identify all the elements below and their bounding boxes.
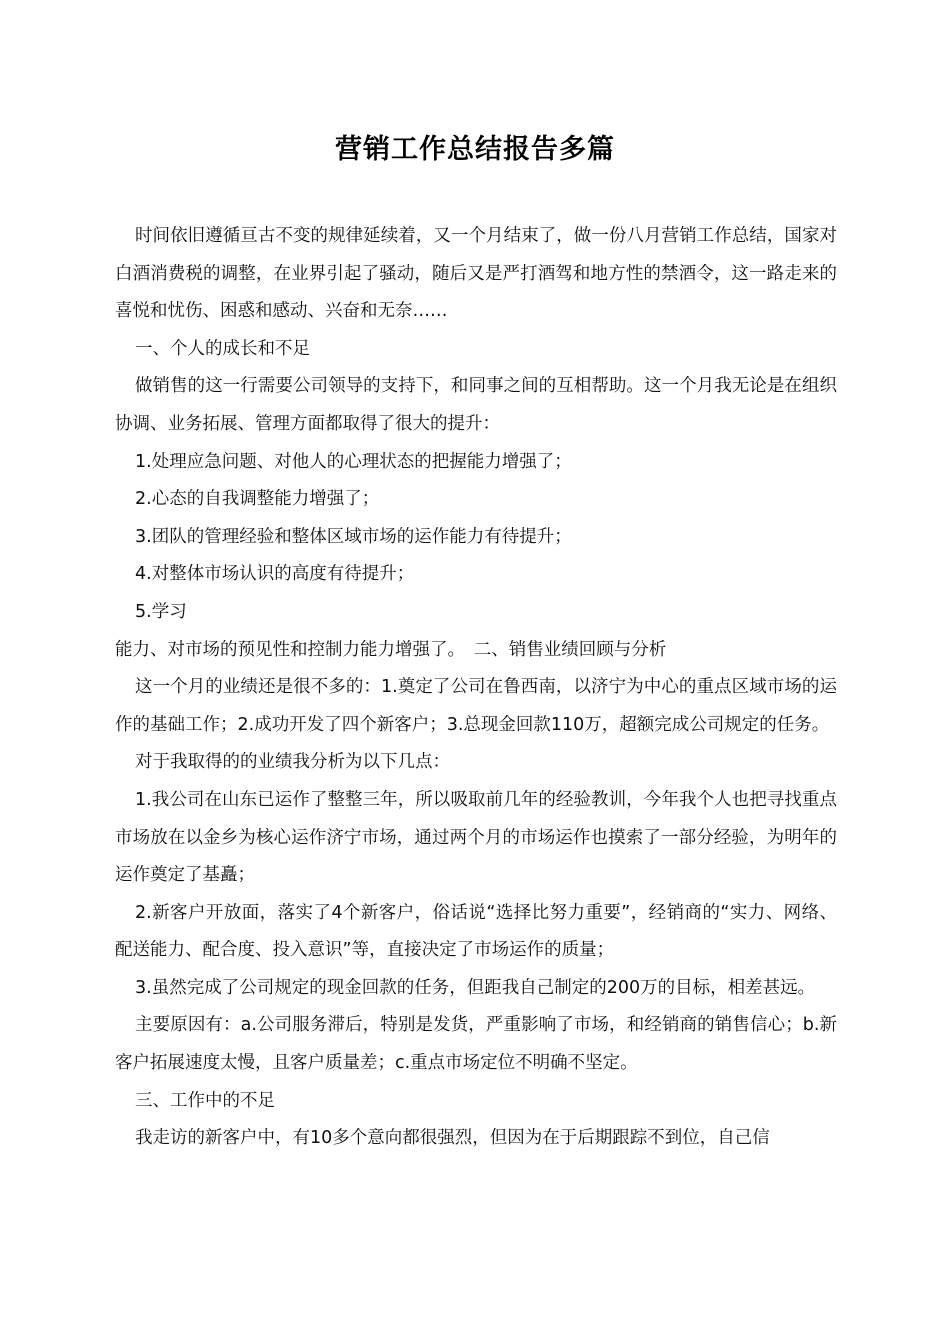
- paragraph-growth: 做销售的这一行需要公司领导的支持下，和同事之间的互相帮助。这一个月我无论是在组织协调、业务拓展、管理方面都取得了很大的提升：: [115, 376, 837, 434]
- list-item: 2.新客户开放面，落实了4个新客户，俗话说“选择比努力重要”，经销商的“实力、网络、配送能力、配合度、投入意识”等，直接决定了市场运作的质量；: [115, 902, 837, 961]
- list-item: 1.我公司在山东已运作了整整三年，所以吸取前几年的经验教训，今年我个人也把寻找重点市场放在以金乡为核心运作济宁市场，通过两个月的市场运作也摸索了一部分经验，为明年的运作奠定了基矗；: [115, 789, 837, 886]
- list-item: 3.虽然完成了公司规定的现金回款的任务，但距我自己制定的200万的目标，相差甚远。: [135, 977, 816, 998]
- list-item: 2.心态的自我调整能力增强了；: [135, 489, 380, 510]
- section-heading-shortcomings: 三、工作中的不足: [135, 1090, 275, 1111]
- list-item: 4.对整体市场认识的高度有待提升；: [135, 564, 415, 585]
- document-body: [115, 218, 837, 1158]
- paragraph-shortcomings: 我走访的新客户中，有10多个意向都很强烈，但因为在于后期跟踪不到位，自己信: [135, 1128, 770, 1149]
- intro-paragraph: 时间依旧遵循亘古不变的规律延续着，又一个月结束了，做一份八月营销工作总结，国家对白酒消费税的调整，在业界引起了骚动，随后又是严打酒驾和地方性的禁酒令，这一路走来的喜悦和忧伤、困惑和感动、兴奋和无奈……: [115, 226, 837, 322]
- paragraph-analysis-intro: 对于我取得的的业绩我分析为以下几点：: [135, 752, 450, 773]
- document-title: 营销工作总结报告多篇: [335, 134, 615, 165]
- list-item: 3.团队的管理经验和整体区域市场的运作能力有待提升；: [135, 526, 572, 547]
- list-item: 1.处理应急问题、对他人的心理状态的把握能力增强了；: [135, 451, 572, 472]
- paragraph-reasons: 主要原因有：a.公司服务滞后，特别是发货，严重影响了市场，和经销商的销售信心；b.新客户拓展速度太慢，且客户质量差；c.重点市场定位不明确不坚定。: [115, 1015, 837, 1074]
- paragraph-continuation: 能力、对市场的预见性和控制力能力增强了。 二、销售业绩回顾与分析: [115, 639, 667, 660]
- list-item: 5.学习: [135, 601, 187, 622]
- paragraph-performance: 这一个月的业绩还是很不多的：1.奠定了公司在鲁西南，以济宁为中心的重点区域市场的运作的基础工作；2.成功开发了四个新客户；3.总现金回款110万，超额完成公司规定的任务。: [115, 677, 837, 735]
- section-heading-growth: 一、个人的成长和不足: [135, 338, 310, 359]
